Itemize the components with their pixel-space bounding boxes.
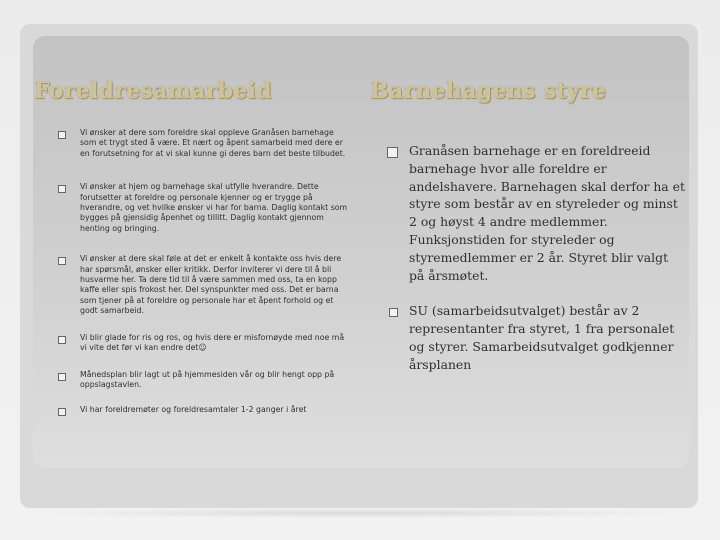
list-item — [58, 182, 350, 234]
list-item — [58, 128, 350, 159]
checkbox-bullet-icon — [58, 336, 66, 344]
list-item-text: Månedsplan blir lagt ut på hjemmesiden vår og blir hengt opp på oppslagstavlen. — [80, 369, 335, 389]
checkbox-bullet-icon — [387, 147, 398, 158]
slide-shadow — [26, 508, 694, 518]
checkbox-bullet-icon — [58, 185, 66, 193]
list-item — [385, 142, 685, 284]
list-item — [58, 370, 350, 391]
heading-foreldresamarbeid: Foreldresamarbeid — [34, 78, 272, 104]
list-item — [58, 254, 350, 316]
checkbox-bullet-icon — [58, 408, 66, 416]
list-item — [385, 302, 685, 373]
heading-barnehagens-styre: Barnehagens styre — [370, 78, 607, 104]
checkbox-bullet-icon — [58, 257, 66, 265]
list-item-text: Vi ønsker at hjem og barnehage skal utfylle hverandre. Dette forutsetter at foreldre og personale kjenner og er trygge på hverandre, og vet hvilke ønsker vi har for barna. Daglig kontakt som bygges på gjensidig åpenhet og tillitt. Daglig kontakt gjennom henting og bringing. — [80, 182, 348, 233]
foreldresamarbeid-list — [58, 128, 350, 416]
checkbox-bullet-icon — [389, 308, 398, 317]
list-item-text: SU (samarbeidsutvalget) består av 2 representanter fra styret, 1 fra personalet og styrer. Samarbeidsutvalget godkjenner årsplanen — [409, 303, 675, 372]
list-item-text: Vi har foreldremøter og foreldresamtaler 1-2 ganger i året — [80, 405, 307, 415]
list-item-text: Vi blir glade for ris og ros, og hvis dere er misfornøyde med noe må vi vite det før vi kan endre det☺ — [80, 332, 345, 353]
barnehagens-styre-list — [385, 142, 685, 374]
list-item-text: Granåsen barnehage er en foreldreeid barnehage hvor alle foreldre er andelshavere. Barnehagen skal derfor ha et styre som består av en styreleder og minst 2 og høyst 4 andre medlemmer. Funksjonstiden for styreleder og styremedlemmer er 2 år. Styret blir valgt på årsmøtet. — [409, 143, 685, 283]
checkbox-bullet-icon — [58, 131, 66, 139]
list-item — [58, 405, 350, 415]
list-item — [58, 333, 350, 354]
list-item-text: Vi ønsker at dere som foreldre skal oppleve Granåsen barnehage som et trygt sted å være. Et nært og åpent samarbeid med dere er en forutsetning for at vi skal kunne gi deres barn det beste tilbudet. — [80, 128, 346, 158]
list-item-text: Vi ønsker at dere skal føle at det er enkelt å kontakte oss hvis dere har spørsmål, ønsker eller kritikk. Derfor inviterer vi dere til å bli husvarme her. Ta dere tid til å være sammen med oss, ta en kopp kaffe eller spis frokost her. Del synspunkter med oss. Det er barna som tjener på at foreldre og personale har et åpent forhold og et godt samarbeid. — [80, 254, 342, 316]
checkbox-bullet-icon — [58, 373, 66, 381]
